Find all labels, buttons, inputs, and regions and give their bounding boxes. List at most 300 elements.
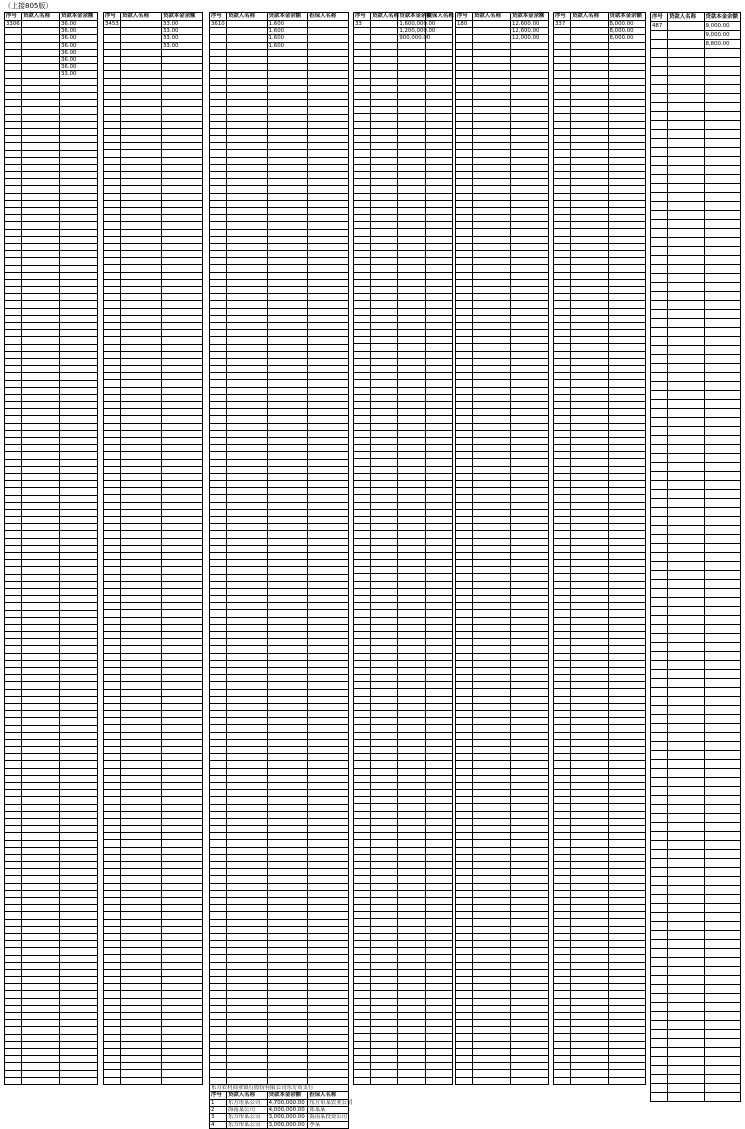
row-number xyxy=(456,610,473,617)
borrower-name xyxy=(473,869,511,876)
borrower-name xyxy=(668,391,705,400)
loan-amount xyxy=(608,861,646,868)
borrower-name xyxy=(371,337,398,344)
row-number xyxy=(354,560,371,567)
borrower-name xyxy=(668,535,705,544)
table-row xyxy=(354,466,453,473)
borrower-name xyxy=(668,121,705,130)
loan-amount xyxy=(608,725,646,732)
loan-amount xyxy=(398,1048,425,1055)
row-number xyxy=(354,308,371,315)
table-row xyxy=(354,337,453,344)
row-number xyxy=(5,783,22,790)
row-number xyxy=(5,1005,22,1012)
loan-amount xyxy=(162,473,203,480)
guarantor-name xyxy=(425,193,452,200)
row-number xyxy=(5,761,22,768)
loan-amount xyxy=(162,811,203,818)
borrower-name xyxy=(121,100,162,107)
row-number xyxy=(354,193,371,200)
loan-amount xyxy=(511,416,549,423)
loan-amount xyxy=(60,107,98,114)
guarantor-name xyxy=(425,322,452,329)
borrower-name xyxy=(371,861,398,868)
table-row xyxy=(651,310,741,319)
row-number xyxy=(210,287,227,294)
row-number xyxy=(456,524,473,531)
row-number xyxy=(5,545,22,552)
row-number xyxy=(354,157,371,164)
table-row xyxy=(210,200,349,207)
loan-amount xyxy=(60,725,98,732)
borrower-name xyxy=(473,136,511,143)
loan-amount xyxy=(398,78,425,85)
borrower-name xyxy=(473,725,511,732)
table-row xyxy=(5,890,98,897)
row-number xyxy=(554,574,571,581)
table-row xyxy=(554,897,646,904)
loan-amount xyxy=(704,355,741,364)
loan-amount xyxy=(267,373,308,380)
row-number xyxy=(104,1070,121,1077)
row-number xyxy=(354,725,371,732)
borrower-name xyxy=(22,64,60,71)
row-number xyxy=(104,200,121,207)
row-number xyxy=(354,1048,371,1055)
borrower-name xyxy=(473,28,511,35)
table-row xyxy=(210,416,349,423)
loan-amount xyxy=(608,330,646,337)
row-number xyxy=(456,790,473,797)
table-row xyxy=(456,991,549,998)
row-number xyxy=(354,854,371,861)
loan-amount xyxy=(162,466,203,473)
row-number xyxy=(651,814,668,823)
row-number xyxy=(554,703,571,710)
borrower-name xyxy=(473,545,511,552)
table-row xyxy=(554,143,646,150)
loan-amount xyxy=(60,869,98,876)
loan-amount xyxy=(267,164,308,171)
row-number xyxy=(210,265,227,272)
borrower-name xyxy=(227,394,268,401)
table-row xyxy=(5,243,98,250)
table-row xyxy=(456,358,549,365)
borrower-name xyxy=(668,616,705,625)
row-number xyxy=(104,632,121,639)
row-number xyxy=(104,883,121,890)
row-number xyxy=(104,315,121,322)
table-row xyxy=(5,387,98,394)
loan-amount xyxy=(60,179,98,186)
row-number xyxy=(554,92,571,99)
borrower-name xyxy=(571,215,609,222)
table-row xyxy=(104,272,203,279)
borrower-name xyxy=(22,574,60,581)
table-row xyxy=(104,322,203,329)
borrower-name xyxy=(668,319,705,328)
loan-amount xyxy=(162,969,203,976)
row-number xyxy=(456,265,473,272)
row-number xyxy=(104,560,121,567)
borrower-name xyxy=(121,42,162,49)
borrower-name xyxy=(227,509,268,516)
borrower-name xyxy=(371,423,398,430)
loan-amount xyxy=(60,617,98,624)
borrower-name xyxy=(121,322,162,329)
row-number xyxy=(5,172,22,179)
row-number xyxy=(5,531,22,538)
table-row xyxy=(651,751,741,760)
borrower-name xyxy=(371,660,398,667)
borrower-name xyxy=(473,78,511,85)
borrower-name xyxy=(473,308,511,315)
row-number xyxy=(210,768,227,775)
table-row xyxy=(651,274,741,283)
table-row xyxy=(354,473,453,480)
row-number xyxy=(554,186,571,193)
loan-amount xyxy=(60,840,98,847)
borrower-name xyxy=(22,459,60,466)
guarantor-name xyxy=(425,955,452,962)
row-number xyxy=(554,905,571,912)
loan-amount xyxy=(704,490,741,499)
borrower-name xyxy=(227,387,268,394)
row-number xyxy=(554,28,571,35)
row-number xyxy=(554,121,571,128)
guarantor-name xyxy=(425,416,452,423)
borrower-name xyxy=(22,1077,60,1084)
row-number xyxy=(5,85,22,92)
table-row xyxy=(554,955,646,962)
loan-amount xyxy=(704,886,741,895)
borrower-name xyxy=(227,574,268,581)
loan-amount xyxy=(162,610,203,617)
loan-amount xyxy=(704,337,741,346)
row-number xyxy=(456,696,473,703)
loan-amount xyxy=(398,509,425,516)
borrower-name xyxy=(473,905,511,912)
loan-amount xyxy=(162,588,203,595)
borrower-name xyxy=(121,1063,162,1070)
loan-amount xyxy=(511,675,549,682)
row-number xyxy=(354,229,371,236)
loan-amount xyxy=(511,725,549,732)
borrower-name xyxy=(668,733,705,742)
loan-amount xyxy=(398,675,425,682)
loan-amount: 36.00 xyxy=(60,64,98,71)
row-number xyxy=(456,711,473,718)
row-number xyxy=(354,121,371,128)
borrower-name xyxy=(473,164,511,171)
table-row xyxy=(651,769,741,778)
loan-amount: 33.00 xyxy=(162,28,203,35)
loan-amount xyxy=(162,373,203,380)
row-number xyxy=(104,466,121,473)
row-number xyxy=(456,49,473,56)
guarantor-name xyxy=(425,711,452,718)
borrower-name xyxy=(371,128,398,135)
borrower-name xyxy=(121,696,162,703)
borrower-name xyxy=(571,1041,609,1048)
borrower-name xyxy=(473,847,511,854)
table-row xyxy=(354,703,453,710)
table-row xyxy=(210,85,349,92)
borrower-name xyxy=(121,452,162,459)
loan-table xyxy=(650,12,741,1102)
row-number xyxy=(456,28,473,35)
guarantor-name xyxy=(425,524,452,531)
loan-amount xyxy=(608,1056,646,1063)
row-number xyxy=(651,166,668,175)
table-row xyxy=(651,229,741,238)
table-row xyxy=(354,797,453,804)
row-number xyxy=(210,121,227,128)
table-row xyxy=(554,854,646,861)
loan-amount xyxy=(608,826,646,833)
borrower-name xyxy=(227,725,268,732)
borrower-name xyxy=(371,164,398,171)
sub-table-row xyxy=(210,1114,349,1121)
table-row xyxy=(210,847,349,854)
borrower-name xyxy=(227,430,268,437)
table-row xyxy=(5,416,98,423)
table-row xyxy=(5,452,98,459)
loan-amount xyxy=(511,78,549,85)
row-number xyxy=(651,121,668,130)
table-row xyxy=(5,804,98,811)
row-number xyxy=(210,164,227,171)
loan-amount xyxy=(60,85,98,92)
borrower-name xyxy=(571,617,609,624)
row-number xyxy=(354,78,371,85)
table-row xyxy=(651,382,741,391)
guarantor-name xyxy=(425,804,452,811)
row-number xyxy=(456,653,473,660)
borrower-name xyxy=(227,718,268,725)
table-row xyxy=(456,344,549,351)
row-number xyxy=(651,562,668,571)
row-number xyxy=(651,337,668,346)
guarantor-name xyxy=(308,617,349,624)
loan-amount xyxy=(608,495,646,502)
loan-amount xyxy=(60,466,98,473)
guarantor-name xyxy=(308,42,349,49)
row-number xyxy=(104,624,121,631)
loan-amount xyxy=(162,380,203,387)
borrower-name xyxy=(121,610,162,617)
row-number xyxy=(104,682,121,689)
borrower-name xyxy=(227,941,268,948)
loan-amount xyxy=(704,904,741,913)
borrower-name xyxy=(22,689,60,696)
table-row xyxy=(354,179,453,186)
row-number xyxy=(104,524,121,531)
borrower-name xyxy=(473,157,511,164)
guarantor-name xyxy=(308,430,349,437)
table-row xyxy=(5,977,98,984)
loan-amount xyxy=(162,897,203,904)
loan-amount xyxy=(162,1063,203,1070)
table-row xyxy=(5,941,98,948)
column-header: 贷款本金余额 xyxy=(608,13,646,21)
table-row xyxy=(5,574,98,581)
borrower-name xyxy=(371,538,398,545)
row-number xyxy=(5,696,22,703)
loan-amount xyxy=(162,243,203,250)
table-row xyxy=(5,287,98,294)
borrower-name xyxy=(22,567,60,574)
loan-amount xyxy=(162,538,203,545)
row-number xyxy=(354,107,371,114)
row-number xyxy=(354,222,371,229)
table-row xyxy=(554,35,646,42)
loan-amount xyxy=(704,1084,741,1093)
borrower-name xyxy=(371,64,398,71)
loan-amount xyxy=(704,1030,741,1039)
row-number xyxy=(104,351,121,358)
borrower-name xyxy=(227,624,268,631)
table-row xyxy=(5,186,98,193)
loan-amount xyxy=(162,725,203,732)
borrower-name xyxy=(371,775,398,782)
table-row xyxy=(5,955,98,962)
table-row xyxy=(354,171,453,178)
table-row xyxy=(104,1070,203,1077)
loan-amount xyxy=(511,265,549,272)
loan-column-3 xyxy=(209,12,353,1129)
table-row xyxy=(210,675,349,682)
table-row xyxy=(104,64,203,71)
row-number xyxy=(554,315,571,322)
row-number xyxy=(5,991,22,998)
borrower-name xyxy=(227,790,268,797)
table-row xyxy=(456,1020,549,1027)
borrower-name xyxy=(473,1041,511,1048)
borrower-name xyxy=(227,193,268,200)
row-number xyxy=(456,114,473,121)
borrower-name xyxy=(121,186,162,193)
table-row xyxy=(354,1041,453,1048)
borrower-name xyxy=(121,114,162,121)
row-number xyxy=(210,581,227,588)
guarantor-name xyxy=(425,646,452,653)
borrower-name xyxy=(571,100,609,107)
table-row xyxy=(651,859,741,868)
row-number xyxy=(354,236,371,243)
borrower-name xyxy=(571,545,609,552)
guarantor-name xyxy=(425,351,452,358)
borrower-name xyxy=(227,646,268,653)
row-number xyxy=(554,222,571,229)
table-row xyxy=(554,272,646,279)
table-row xyxy=(456,768,549,775)
loan-amount xyxy=(511,322,549,329)
borrower-name xyxy=(571,897,609,904)
guarantor-name xyxy=(425,833,452,840)
guarantor-name xyxy=(425,200,452,207)
table-row xyxy=(210,725,349,732)
row-number xyxy=(651,76,668,85)
table-row xyxy=(456,890,549,897)
borrower-name xyxy=(473,459,511,466)
loan-amount xyxy=(267,351,308,358)
loan-amount xyxy=(162,632,203,639)
loan-amount xyxy=(267,222,308,229)
row-number xyxy=(354,279,371,286)
row-number xyxy=(554,416,571,423)
row-number xyxy=(456,1027,473,1034)
row-number xyxy=(5,423,22,430)
row-number xyxy=(104,926,121,933)
borrower-name xyxy=(473,840,511,847)
table-row xyxy=(456,869,549,876)
table-row xyxy=(104,35,203,42)
table-row xyxy=(554,308,646,315)
row-number xyxy=(456,552,473,559)
borrower-name xyxy=(22,862,60,869)
loan-amount xyxy=(267,624,308,631)
table-row xyxy=(354,71,453,78)
guarantor-name xyxy=(425,308,452,315)
borrower-name xyxy=(22,883,60,890)
borrower-name xyxy=(668,382,705,391)
table-row xyxy=(104,92,203,99)
table-row xyxy=(210,969,349,976)
row-number xyxy=(104,653,121,660)
row-number xyxy=(456,488,473,495)
loan-amount xyxy=(267,826,308,833)
loan-amount xyxy=(162,416,203,423)
table-row xyxy=(456,1012,549,1019)
table-row xyxy=(104,725,203,732)
borrower-name xyxy=(121,948,162,955)
table-row xyxy=(554,150,646,157)
loan-amount xyxy=(704,580,741,589)
loan-amount xyxy=(60,689,98,696)
row-number xyxy=(651,760,668,769)
guarantor-name xyxy=(308,603,349,610)
borrower-name xyxy=(668,346,705,355)
borrower-name xyxy=(227,1077,268,1084)
borrower-name xyxy=(371,696,398,703)
table-row xyxy=(104,624,203,631)
borrower-name xyxy=(668,400,705,409)
guarantor-name xyxy=(425,301,452,308)
borrower-name xyxy=(227,315,268,322)
row-number xyxy=(5,977,22,984)
row-number xyxy=(456,1056,473,1063)
guarantor-name xyxy=(425,49,452,56)
row-number xyxy=(5,955,22,962)
loan-amount xyxy=(398,42,425,49)
table-row xyxy=(104,157,203,164)
loan-amount xyxy=(267,984,308,991)
borrower-name xyxy=(571,639,609,646)
row-number xyxy=(554,373,571,380)
loan-amount xyxy=(704,634,741,643)
borrower-name xyxy=(22,445,60,452)
loan-amount xyxy=(398,955,425,962)
loan-amount xyxy=(511,251,549,258)
table-row xyxy=(554,890,646,897)
row-number xyxy=(210,711,227,718)
loan-amount xyxy=(608,560,646,567)
borrower-name xyxy=(473,42,511,49)
loan-amount xyxy=(398,797,425,804)
borrower-name xyxy=(571,193,609,200)
table-row xyxy=(651,256,741,265)
